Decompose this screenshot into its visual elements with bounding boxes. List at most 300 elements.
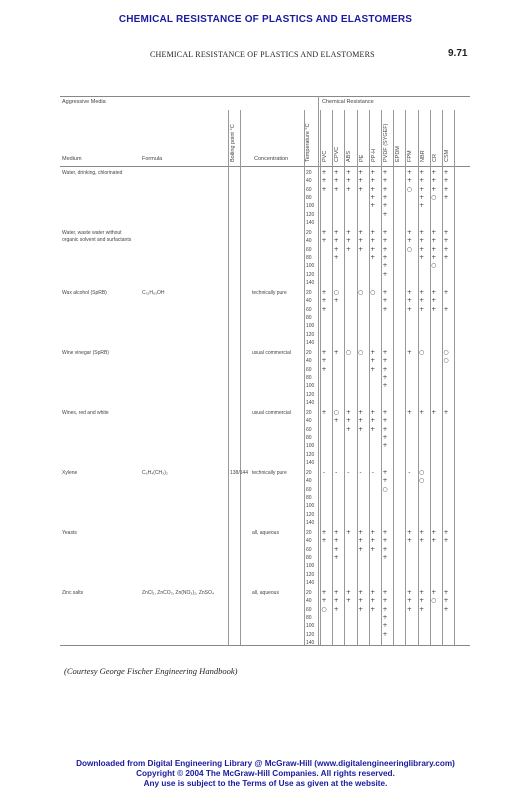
resistance-mark: + — [443, 193, 449, 201]
material-header: PP-H — [370, 148, 377, 162]
temperature-value: 100 — [306, 263, 315, 270]
resistance-mark: + — [370, 193, 376, 201]
resistance-mark: ○ — [370, 289, 376, 296]
temperature-value: 80 — [306, 314, 312, 321]
resistance-mark: + — [443, 537, 449, 545]
temperature-value: 20 — [306, 290, 312, 296]
resistance-mark: + — [382, 349, 388, 356]
column-rule-temperature — [304, 110, 305, 645]
boiling-point: 138/144 — [230, 470, 249, 476]
resistance-mark: + — [382, 365, 388, 373]
resistance-mark: + — [419, 605, 425, 613]
temperature-value: 120 — [306, 511, 315, 518]
table-caption: (Courtesy George Fischer Engineering Handbook) — [64, 666, 238, 676]
resistance-mark: + — [419, 253, 425, 261]
resistance-mark: + — [370, 253, 376, 261]
resistance-mark: + — [419, 237, 425, 245]
resistance-mark: + — [333, 597, 339, 605]
resistance-mark: + — [370, 229, 376, 236]
resistance-mark: + — [333, 229, 339, 236]
temperature-value: 140 — [306, 339, 315, 346]
resistance-mark: + — [333, 589, 339, 596]
table-header-rule — [60, 166, 470, 167]
resistance-mark: + — [382, 545, 388, 553]
resistance-mark: + — [321, 237, 327, 245]
resistance-mark: + — [321, 597, 327, 605]
resistance-mark: + — [406, 349, 412, 356]
resistance-mark: + — [419, 202, 425, 210]
temperature-value: 140 — [306, 279, 315, 286]
resistance-mark: ○ — [382, 485, 388, 493]
temperature-value: 120 — [306, 451, 315, 458]
resistance-mark: ○ — [418, 477, 425, 485]
resistance-mark: + — [382, 270, 388, 278]
material-header: PVC — [322, 150, 328, 162]
resistance-mark: + — [333, 529, 339, 536]
temperature-value: 100 — [306, 443, 315, 450]
resistance-mark: + — [358, 529, 364, 536]
medium-name: Xylene — [62, 470, 78, 476]
group-label-aggressive-media: Aggressive Media — [62, 99, 106, 105]
resistance-mark: + — [431, 297, 437, 305]
resistance-mark: + — [431, 537, 437, 545]
resistance-mark: + — [382, 589, 388, 596]
concentration: technically pure — [252, 470, 287, 476]
temperature-value: 60 — [306, 546, 312, 553]
temperature-value: 20 — [306, 170, 312, 176]
resistance-mark: + — [443, 597, 449, 605]
resistance-mark: + — [419, 185, 425, 193]
resistance-mark: + — [370, 605, 376, 613]
resistance-mark: + — [443, 177, 449, 185]
resistance-mark: + — [443, 605, 449, 613]
temperature-value: 80 — [306, 494, 312, 501]
temperature-value: 60 — [306, 306, 312, 313]
resistance-mark: + — [370, 529, 376, 536]
concentration: usual commercial — [252, 350, 291, 356]
temperature-value: 40 — [306, 598, 312, 605]
resistance-mark: + — [419, 305, 425, 313]
temperature-value: 20 — [306, 590, 312, 596]
resistance-mark: + — [419, 409, 425, 416]
resistance-mark: + — [406, 297, 412, 305]
resistance-mark: + — [345, 529, 351, 536]
resistance-mark: ○ — [431, 193, 437, 201]
resistance-mark: + — [443, 589, 449, 596]
resistance-mark: + — [370, 417, 376, 425]
resistance-mark: ○ — [406, 245, 413, 253]
resistance-mark: + — [406, 169, 412, 176]
temperature-value: 140 — [306, 459, 315, 466]
resistance-mark: + — [345, 169, 351, 176]
resistance-mark: + — [321, 357, 327, 365]
resistance-mark: + — [419, 529, 425, 536]
resistance-mark: + — [419, 289, 425, 296]
temperature-value: 40 — [306, 478, 312, 485]
resistance-mark: + — [382, 210, 388, 218]
resistance-mark: + — [321, 229, 327, 236]
resistance-mark: - — [359, 469, 362, 476]
resistance-mark: + — [382, 177, 388, 185]
resistance-mark: + — [431, 253, 437, 261]
resistance-mark: ○ — [443, 357, 449, 365]
resistance-mark: + — [321, 529, 327, 536]
temperature-value: 20 — [306, 230, 312, 236]
resistance-mark: + — [443, 237, 449, 245]
resistance-mark: + — [431, 589, 437, 596]
resistance-mark: ○ — [406, 185, 413, 193]
material-header: EPDM — [395, 146, 402, 162]
temperature-value: 120 — [306, 391, 315, 398]
concentration: usual commercial — [252, 410, 291, 416]
resistance-mark: + — [321, 589, 327, 596]
resistance-mark: + — [321, 297, 327, 305]
resistance-mark: + — [345, 409, 351, 416]
resistance-mark: + — [333, 417, 339, 425]
resistance-mark: ○ — [431, 262, 437, 270]
resistance-mark: + — [333, 253, 339, 261]
resistance-mark: ○ — [418, 469, 425, 476]
temperature-value: 40 — [306, 298, 312, 305]
group-label-chemical-resistance: Chemical Resistance — [322, 99, 374, 105]
resistance-mark: + — [382, 417, 388, 425]
resistance-mark: ○ — [418, 349, 425, 356]
resistance-mark: + — [358, 417, 364, 425]
column-rule-material — [393, 110, 394, 645]
resistance-mark: + — [345, 417, 351, 425]
resistance-mark: + — [431, 237, 437, 245]
material-header: CR — [431, 154, 438, 162]
resistance-mark: + — [406, 305, 412, 313]
page-number: 9.71 — [448, 48, 468, 59]
temperature-value: 100 — [306, 503, 315, 510]
resistance-mark: + — [382, 237, 388, 245]
resistance-mark: + — [358, 177, 364, 185]
resistance-mark: + — [358, 229, 364, 236]
resistance-mark: + — [431, 289, 437, 296]
resistance-mark: + — [382, 357, 388, 365]
temperature-value: 120 — [306, 571, 315, 578]
resistance-mark: + — [431, 229, 437, 236]
resistance-mark: - — [347, 469, 350, 476]
material-header: FPM — [407, 150, 414, 162]
copyright-footer — [0, 759, 531, 789]
resistance-mark: - — [371, 469, 374, 476]
resistance-mark: + — [345, 229, 351, 236]
medium-name: Wax alcohol (SpRB) — [62, 290, 107, 296]
resistance-mark: + — [406, 537, 412, 545]
resistance-mark: + — [358, 185, 364, 193]
resistance-mark: + — [370, 349, 376, 356]
resistance-mark: + — [443, 229, 449, 236]
resistance-mark: + — [382, 297, 388, 305]
resistance-mark: + — [370, 365, 376, 373]
resistance-mark: ○ — [321, 605, 327, 613]
concentration: all, aqueous — [252, 590, 279, 596]
resistance-mark: + — [321, 169, 327, 176]
resistance-mark: + — [382, 305, 388, 313]
resistance-mark: - — [408, 469, 411, 476]
temperature-value: 20 — [306, 410, 312, 416]
resistance-mark: + — [443, 529, 449, 536]
temperature-value: 100 — [306, 383, 315, 390]
resistance-mark: + — [321, 305, 327, 313]
table-bottom-rule — [60, 645, 470, 646]
resistance-mark: ○ — [443, 349, 449, 356]
resistance-mark: + — [419, 537, 425, 545]
resistance-mark: + — [443, 169, 449, 176]
resistance-mark: + — [443, 289, 449, 296]
resistance-mark: + — [406, 605, 412, 613]
resistance-mark: + — [370, 545, 376, 553]
resistance-mark: + — [358, 545, 364, 553]
resistance-mark: + — [345, 237, 351, 245]
resistance-mark: - — [335, 469, 338, 476]
resistance-mark: + — [333, 169, 339, 176]
resistance-mark: + — [358, 605, 364, 613]
resistance-mark: + — [333, 553, 339, 561]
resistance-mark: + — [406, 289, 412, 296]
resistance-mark: + — [419, 245, 425, 253]
resistance-mark: + — [345, 589, 351, 596]
resistance-mark: + — [443, 305, 449, 313]
resistance-mark: + — [382, 193, 388, 201]
resistance-mark: + — [382, 382, 388, 390]
temperature-value: 120 — [306, 631, 315, 638]
resistance-mark: + — [370, 185, 376, 193]
resistance-mark: + — [431, 177, 437, 185]
resistance-mark: + — [406, 597, 412, 605]
resistance-mark: + — [431, 529, 437, 536]
material-header: PE — [358, 154, 365, 162]
resistance-mark: + — [406, 529, 412, 536]
resistance-mark: + — [370, 237, 376, 245]
temperature-value: 80 — [306, 554, 312, 561]
resistance-mark: + — [358, 425, 364, 433]
header-temperature: Temperature °C — [305, 123, 311, 162]
medium-name: Wines, red and white — [62, 410, 109, 416]
resistance-mark: + — [333, 177, 339, 185]
temperature-value: 80 — [306, 434, 312, 441]
resistance-mark: + — [382, 169, 388, 176]
resistance-mark: + — [431, 305, 437, 313]
resistance-mark: + — [321, 185, 327, 193]
resistance-mark: + — [333, 185, 339, 193]
resistance-mark: + — [382, 409, 388, 416]
resistance-mark: + — [382, 622, 388, 630]
resistance-mark: + — [382, 289, 388, 296]
resistance-mark: + — [345, 177, 351, 185]
footer-line-terms: Any use is subject to the Terms of Use as given at the website. — [143, 779, 388, 788]
temperature-value: 140 — [306, 639, 315, 646]
resistance-mark: + — [358, 589, 364, 596]
resistance-mark: + — [358, 409, 364, 416]
footer-line-download: Downloaded from Digital Engineering Library @ McGraw-Hill (www.digitalengineeringlibrary.com) — [76, 759, 455, 768]
formula: ZnCl₂, ZnCO₃, Zn(NO₃)₂, ZnSO₄ — [142, 590, 214, 596]
resistance-mark: + — [431, 409, 437, 416]
header-medium: Medium — [62, 156, 82, 162]
resistance-mark: + — [406, 229, 412, 236]
header-concentration: Concentration — [254, 156, 289, 162]
formula: C₆H₄(CH₃)₂ — [142, 470, 168, 476]
resistance-mark: + — [370, 597, 376, 605]
medium-name: Zinc salts — [62, 590, 84, 596]
resistance-mark: + — [419, 229, 425, 236]
resistance-mark: + — [382, 433, 388, 441]
resistance-mark: + — [370, 589, 376, 596]
column-rule-concentration — [240, 110, 241, 645]
resistance-mark: + — [382, 537, 388, 545]
resistance-mark: + — [419, 597, 425, 605]
resistance-mark: + — [333, 245, 339, 253]
resistance-mark: + — [382, 373, 388, 381]
resistance-mark: + — [345, 425, 351, 433]
resistance-mark: + — [382, 597, 388, 605]
resistance-mark: + — [333, 237, 339, 245]
resistance-mark: + — [382, 613, 388, 621]
temperature-value: 40 — [306, 238, 312, 245]
resistance-mark: + — [419, 297, 425, 305]
resistance-mark: + — [382, 253, 388, 261]
resistance-mark: + — [345, 185, 351, 193]
resistance-mark: + — [443, 245, 449, 253]
resistance-mark: + — [431, 169, 437, 176]
temperature-value: 140 — [306, 579, 315, 586]
resistance-mark: ○ — [333, 289, 339, 296]
resistance-mark: ○ — [345, 349, 352, 356]
temperature-value: 100 — [306, 323, 315, 330]
header-boiling-point: Boiling point °C — [230, 124, 236, 162]
resistance-mark: + — [333, 605, 339, 613]
resistance-mark: + — [431, 185, 437, 193]
temperature-value: 80 — [306, 614, 312, 621]
temperature-value: 80 — [306, 254, 312, 261]
table-top-rule — [60, 96, 470, 97]
concentration: technically pure — [252, 290, 287, 296]
temperature-value: 40 — [306, 358, 312, 365]
resistance-mark: + — [370, 169, 376, 176]
resistance-mark: + — [406, 409, 412, 416]
temperature-value: 20 — [306, 470, 312, 476]
resistance-mark: + — [345, 245, 351, 253]
material-header: CSM — [444, 149, 450, 162]
temperature-value: 40 — [306, 538, 312, 545]
temperature-value: 60 — [306, 186, 312, 193]
resistance-mark: + — [370, 409, 376, 416]
resistance-mark: - — [322, 469, 326, 476]
resistance-mark: + — [333, 545, 339, 553]
resistance-mark: + — [321, 349, 327, 356]
resistance-mark: + — [382, 185, 388, 193]
resistance-mark: + — [382, 469, 388, 476]
resistance-mark: + — [358, 597, 364, 605]
temperature-value: 120 — [306, 211, 315, 218]
temperature-value: 140 — [306, 519, 315, 526]
resistance-mark: + — [382, 245, 388, 253]
resistance-mark: + — [370, 202, 376, 210]
resistance-mark: + — [345, 597, 351, 605]
resistance-mark: + — [370, 245, 376, 253]
resistance-mark: + — [370, 177, 376, 185]
resistance-mark: + — [382, 262, 388, 270]
temperature-value: 60 — [306, 606, 312, 613]
formula: C₃₁H₆₃OH — [142, 290, 165, 296]
chemical-resistance-table — [60, 96, 470, 656]
resistance-mark: + — [382, 477, 388, 485]
temperature-value: 120 — [306, 331, 315, 338]
temperature-value: 40 — [306, 178, 312, 185]
resistance-mark: + — [333, 297, 339, 305]
temperature-value: 20 — [306, 350, 312, 356]
temperature-value: 140 — [306, 219, 315, 226]
column-rule-material — [454, 110, 455, 645]
resistance-mark: + — [321, 289, 327, 296]
resistance-mark: + — [443, 409, 449, 416]
resistance-mark: + — [382, 529, 388, 536]
temperature-value: 80 — [306, 194, 312, 201]
document-banner: CHEMICAL RESISTANCE OF PLASTICS AND ELASTOMERS — [118, 14, 413, 25]
temperature-value: 140 — [306, 399, 315, 406]
material-header: ABS — [346, 150, 353, 162]
resistance-mark: + — [382, 229, 388, 236]
resistance-mark: + — [406, 177, 412, 185]
resistance-mark: + — [406, 237, 412, 245]
temperature-value: 120 — [306, 271, 315, 278]
resistance-mark: + — [321, 177, 327, 185]
material-header: NBR — [419, 150, 426, 162]
resistance-mark: + — [382, 202, 388, 210]
resistance-mark: + — [382, 442, 388, 450]
temperature-value: 60 — [306, 366, 312, 373]
temperature-value: 60 — [306, 426, 312, 433]
resistance-mark: + — [370, 537, 376, 545]
temperature-value: 80 — [306, 374, 312, 381]
concentration: all, aqueous — [252, 530, 279, 536]
resistance-mark: ○ — [357, 349, 364, 356]
header-formula: Formula — [142, 156, 163, 162]
resistance-mark: ○ — [333, 409, 339, 416]
resistance-mark: + — [382, 425, 388, 433]
temperature-value: 100 — [306, 203, 315, 210]
running-header-title: CHEMICAL RESISTANCE OF PLASTICS AND ELASTOMERS — [150, 50, 375, 59]
resistance-mark: + — [406, 589, 412, 596]
temperature-value: 100 — [306, 623, 315, 630]
resistance-mark: + — [419, 169, 425, 176]
resistance-mark: + — [358, 537, 364, 545]
resistance-mark: + — [443, 253, 449, 261]
medium-name: Water, drinking, chlorinated — [62, 170, 123, 176]
resistance-mark: + — [321, 409, 327, 416]
resistance-mark: + — [443, 185, 449, 193]
resistance-mark: + — [382, 630, 388, 638]
resistance-mark: + — [370, 425, 376, 433]
resistance-mark: + — [419, 193, 425, 201]
column-rule-boiling — [228, 110, 229, 645]
resistance-mark: + — [321, 537, 327, 545]
resistance-mark: + — [358, 169, 364, 176]
temperature-value: 40 — [306, 418, 312, 425]
material-header: CPVC — [334, 146, 341, 162]
resistance-mark: + — [333, 537, 339, 545]
resistance-mark: + — [382, 553, 388, 561]
footer-line-copyright: Copyright © 2004 The McGraw-Hill Companies. All rights reserved. — [136, 769, 395, 778]
resistance-mark: + — [358, 245, 364, 253]
resistance-mark: ○ — [431, 597, 437, 605]
resistance-mark: + — [333, 349, 339, 356]
resistance-mark: + — [419, 177, 425, 185]
resistance-mark: + — [431, 245, 437, 253]
temperature-value: 60 — [306, 246, 312, 253]
